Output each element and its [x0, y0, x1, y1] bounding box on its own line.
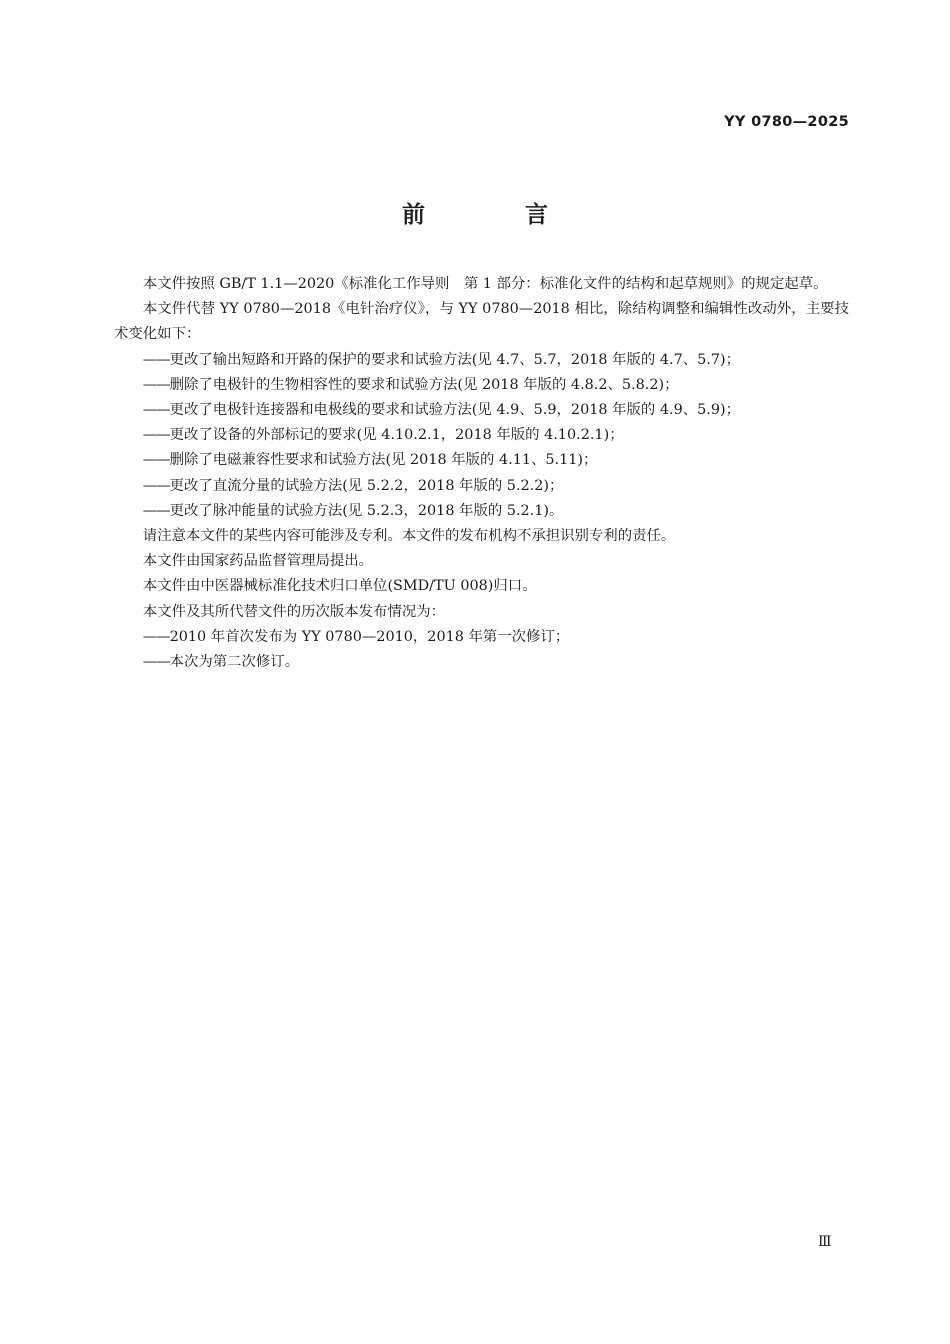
dash-mark: ——: [142, 654, 170, 671]
dash-mark: ——: [142, 402, 170, 419]
change-item: [114, 423, 849, 448]
patent-notice: 请注意本文件的某些内容可能涉及专利。本文件的发布机构不承担识别专利的责任。: [142, 528, 676, 545]
dash-mark: ——: [142, 351, 170, 368]
change-item-text: 更改了直流分量的试验方法(见 5.2.2，2018 年版的 5.2.2)；: [169, 477, 564, 494]
document-code: YY 0780—2025: [724, 114, 849, 130]
history-item: [114, 625, 849, 650]
change-item: [114, 348, 849, 373]
change-item-text: 更改了脉冲能量的试验方法(见 5.2.3，2018 年版的 5.2.1)。: [169, 502, 564, 519]
history-item-text: 本次为第二次修订。: [169, 654, 300, 671]
replacement-paragraph: 本文件代替 YY 0780—2018《电针治疗仪》，与 YY 0780—2018 相比，除结构调整和编辑性改动外，主要技术变化如下：: [114, 301, 849, 343]
change-item-text: 更改了电极针连接器和电极线的要求和试验方法(见 4.9、5.9，2018 年版的 4.9、5.9)；: [169, 402, 741, 419]
page-title: 前 言: [401, 202, 594, 228]
change-item: [114, 474, 849, 499]
dash-mark: ——: [142, 502, 170, 519]
drafting-rule-paragraph: 本文件按照 GB/T 1.1—2020《标准化工作导则 第 1 部分：标准化文件的结构和起草规则》的规定起草。: [142, 276, 828, 292]
dash-mark: ——: [142, 452, 170, 469]
change-item-text: 更改了设备的外部标记的要求(见 4.10.2.1，2018 年版的 4.10.2.1)；: [169, 427, 624, 444]
history-item: [114, 650, 849, 675]
foreword-body: [114, 272, 849, 675]
page-number: Ⅲ: [818, 1234, 832, 1250]
history-item-text: 2010 年首次发布为 YY 0780—2010，2018 年第一次修订；: [169, 628, 570, 645]
centralized-unit-statement: 本文件由中医器械标准化技术归口单位(SMD/TU 008)归口。: [142, 578, 537, 595]
dash-mark: ——: [142, 376, 170, 393]
change-item-text: 删除了电磁兼容性要求和试验方法(见 2018 年版的 4.11、5.11)；: [169, 452, 598, 469]
dash-mark: ——: [142, 427, 170, 444]
change-item-text: 更改了输出短路和开路的保护的要求和试验方法(见 4.7、5.7，2018 年版的 4.7、5.7)；: [169, 351, 741, 368]
history-intro: 本文件及其所代替文件的历次版本发布情况为：: [142, 603, 446, 620]
change-item-text: 删除了电极针的生物相容性的要求和试验方法(见 2018 年版的 4.8.2、5.8.2)；: [169, 376, 679, 393]
dash-mark: ——: [142, 477, 170, 494]
change-item: [114, 448, 849, 473]
change-item: [114, 373, 849, 398]
change-item: [114, 499, 849, 524]
proposer-statement: 本文件由国家药品监督管理局提出。: [142, 553, 374, 570]
dash-mark: ——: [142, 628, 170, 645]
change-item: [114, 398, 849, 423]
